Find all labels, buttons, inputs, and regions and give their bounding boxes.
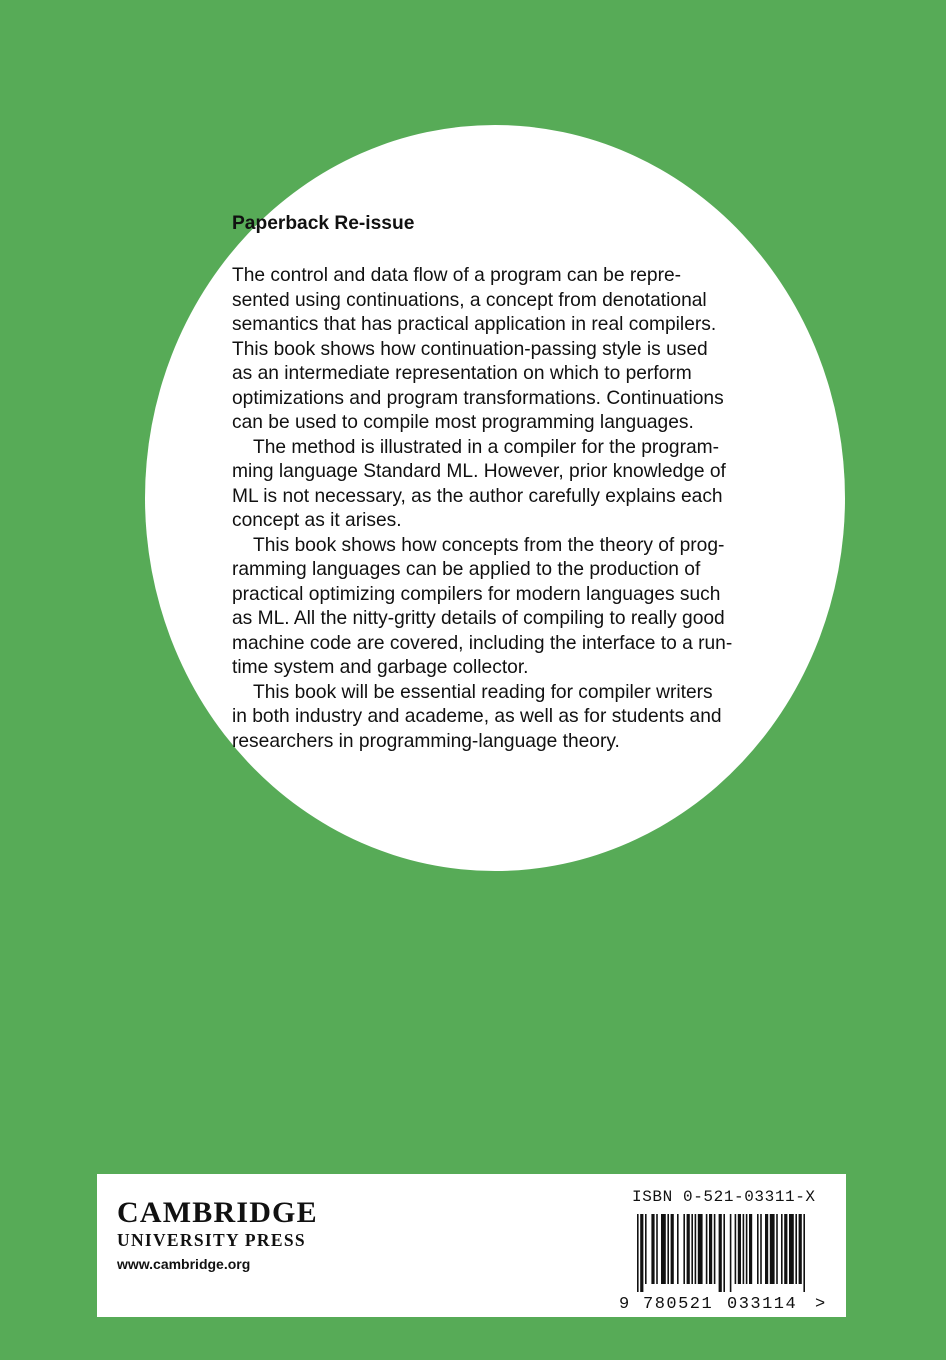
blurb-line: semantics that has practical application in real compilers. — [232, 314, 717, 335]
barcode-bar — [738, 1214, 741, 1284]
blurb-paragraph-1 — [232, 264, 762, 436]
barcode-bar — [746, 1214, 748, 1284]
blurb-line: researchers in programming-language theory. — [232, 730, 620, 752]
barcode-bar — [781, 1214, 783, 1284]
barcode-bar — [671, 1214, 674, 1284]
publisher-logo — [117, 1196, 318, 1272]
barcode-bar — [784, 1214, 787, 1284]
barcode-bar — [795, 1214, 797, 1284]
barcode-icon — [617, 1212, 832, 1312]
blurb-line: ML is not necessary, as the author carefully explains each — [232, 485, 723, 507]
blurb-line: machine code are covered, including the interface to a run- — [232, 632, 733, 654]
barcode-bar — [645, 1214, 647, 1284]
barcode-bar — [776, 1214, 778, 1284]
blurb-line: sented using continuations, a concept from denotational — [232, 289, 707, 311]
blurb-line: in both industry and academe, as well as for students and — [232, 706, 722, 727]
blurb-line: This book will be essential reading for compiler writers — [253, 681, 713, 703]
barcode-bar — [803, 1214, 805, 1292]
blurb-line: The control and data flow of a program can be repre- — [232, 265, 682, 286]
back-cover-blurb — [232, 211, 762, 754]
barcode-bar — [730, 1214, 732, 1292]
blurb-line: concept as it arises. — [232, 510, 402, 531]
blurb-line: practical optimizing compilers for modern languages such — [232, 583, 721, 605]
barcode-bar — [749, 1214, 752, 1284]
blurb-line: ramming languages can be applied to the production of — [232, 559, 701, 580]
blurb-line: can be used to compile most programming languages. — [232, 412, 694, 433]
isbn-label: ISBN 0-521-03311-X — [632, 1188, 816, 1206]
barcode-bar — [677, 1214, 679, 1284]
blurb-line: optimizations and program transformations. Continuations — [232, 387, 724, 409]
barcode-bar — [656, 1214, 658, 1284]
barcode-bar — [723, 1214, 725, 1292]
blurb-line: ming language Standard ML. However, prior knowledge of — [232, 461, 726, 482]
barcode-bar — [760, 1214, 762, 1284]
barcode-bar — [687, 1214, 690, 1284]
barcode-bar — [765, 1214, 768, 1284]
barcode-bar — [640, 1214, 643, 1292]
blurb-paragraph-2 — [232, 436, 762, 534]
barcode-digit-prefix: 9 — [619, 1295, 630, 1312]
blurb-line: as an intermediate representation on which to perform — [232, 363, 692, 384]
blurb-line: The method is illustrated in a compiler for the program- — [253, 436, 720, 458]
barcode-bar — [706, 1214, 708, 1284]
publisher-url: www.cambridge.org — [117, 1256, 251, 1272]
publisher-name: CAMBRIDGE — [117, 1196, 318, 1229]
blurb-paragraph-4 — [232, 681, 762, 755]
barcode-bar — [770, 1214, 775, 1284]
barcode-bar — [691, 1214, 693, 1284]
blurb-paragraph-3 — [232, 534, 762, 681]
barcode-bar — [637, 1214, 639, 1292]
blurb-heading: Paperback Re-issue — [232, 213, 415, 234]
barcode-digits-left: 780521 — [643, 1295, 714, 1312]
barcode-bar — [698, 1214, 703, 1284]
barcode-bar — [651, 1214, 654, 1284]
publisher-footer-panel — [97, 1174, 846, 1317]
publisher-subname: UNIVERSITY PRESS — [117, 1230, 306, 1250]
barcode-bar — [667, 1214, 669, 1284]
barcode-bar — [719, 1214, 722, 1292]
barcode-bar — [757, 1214, 759, 1284]
barcode-bar — [661, 1214, 666, 1284]
barcode-bar — [714, 1214, 716, 1284]
barcode-bar — [683, 1214, 685, 1284]
blurb-line: This book shows how concepts from the theory of prog- — [253, 534, 725, 556]
barcode-bar — [709, 1214, 712, 1284]
barcode-bar — [735, 1214, 737, 1284]
barcode-bar — [789, 1214, 794, 1284]
blurb-line: This book shows how continuation-passing style is used — [232, 338, 708, 360]
blurb-line: time system and garbage collector. — [232, 657, 529, 678]
barcode-bar — [743, 1214, 745, 1284]
barcode-bar — [799, 1214, 802, 1284]
barcode-bar — [695, 1214, 697, 1284]
barcode-quiet-zone-marker: > — [815, 1295, 826, 1312]
blurb-line: as ML. All the nitty-gritty details of compiling to really good — [232, 608, 725, 629]
barcode-digits-right: 033114 — [727, 1295, 798, 1312]
